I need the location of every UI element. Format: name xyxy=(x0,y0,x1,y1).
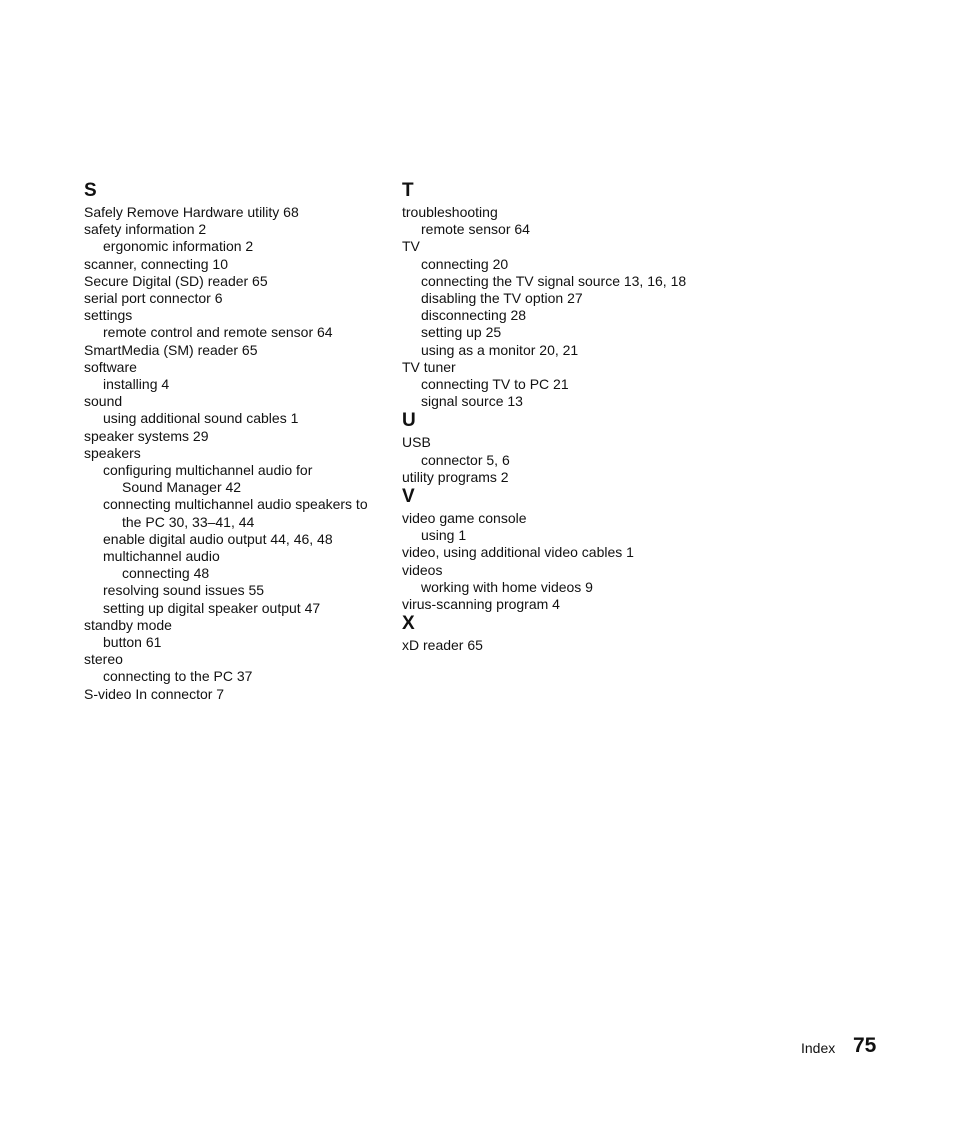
index-subentry: connecting 48 xyxy=(122,565,210,582)
footer-section-label: Index xyxy=(801,1040,836,1056)
index-entry: safety information 2 xyxy=(84,221,207,238)
index-entry: videos xyxy=(402,561,443,578)
index-subentry: connecting the TV signal source 13, 16, 18 xyxy=(421,272,687,289)
index-column-left xyxy=(84,180,384,703)
index-entry: standby mode xyxy=(84,616,172,633)
index-section-v xyxy=(402,486,722,613)
index-subentry: ergonomic information 2 xyxy=(103,238,254,255)
index-entry: virus-scanning program 4 xyxy=(402,596,560,613)
index-section-s xyxy=(84,180,384,703)
index-entry: Secure Digital (SD) reader 65 xyxy=(84,272,268,289)
index-subentry: button 61 xyxy=(103,634,162,651)
index-entry: TV xyxy=(402,238,420,255)
page-footer xyxy=(0,1033,954,1061)
index-subentry: the PC 30, 33–41, 44 xyxy=(122,513,255,530)
index-subentry: connector 5, 6 xyxy=(421,451,510,468)
section-letter-heading: S xyxy=(84,180,97,201)
index-subentry: installing 4 xyxy=(103,376,170,393)
index-subentry: working with home videos 9 xyxy=(421,578,593,595)
page-number: 75 xyxy=(853,1034,877,1057)
index-subentry: disabling the TV option 27 xyxy=(421,290,583,307)
index-subentry: using additional sound cables 1 xyxy=(103,410,299,427)
index-section-t xyxy=(402,180,722,410)
index-entry: S-video In connector 7 xyxy=(84,685,225,702)
index-subentry: multichannel audio xyxy=(103,548,220,565)
index-entry: scanner, connecting 10 xyxy=(84,255,228,272)
index-entry: troubleshooting xyxy=(402,204,498,220)
index-section-x xyxy=(402,613,722,654)
index-subentry: using 1 xyxy=(421,527,467,544)
index-entry: utility programs 2 xyxy=(402,468,509,485)
index-subentry: setting up 25 xyxy=(421,324,502,341)
index-subentry: remote sensor 64 xyxy=(421,221,530,238)
section-letter-heading: U xyxy=(402,410,416,432)
index-entry: video game console xyxy=(402,510,527,527)
index-entry: video, using additional video cables 1 xyxy=(402,544,634,561)
index-column-right xyxy=(402,180,722,654)
index-entry: speaker systems 29 xyxy=(84,427,209,444)
index-subentry: setting up digital speaker output 47 xyxy=(103,599,321,616)
index-subentry: connecting to the PC 37 xyxy=(103,668,253,685)
index-entry: xD reader 65 xyxy=(402,637,483,654)
index-entry: speakers xyxy=(84,444,141,461)
index-subentry: using as a monitor 20, 21 xyxy=(421,341,579,358)
section-letter-heading: T xyxy=(402,180,414,201)
index-entry: USB xyxy=(402,434,431,451)
index-subentry: resolving sound issues 55 xyxy=(103,582,265,599)
index-subentry: configuring multichannel audio for xyxy=(103,462,313,479)
section-letter-heading: X xyxy=(402,613,415,635)
index-subentry: signal source 13 xyxy=(421,393,523,410)
index-entry: stereo xyxy=(84,651,123,668)
index-subentry: disconnecting 28 xyxy=(421,307,527,324)
section-letter-heading: V xyxy=(402,486,415,508)
index-entry: SmartMedia (SM) reader 65 xyxy=(84,341,258,358)
index-entry: sound xyxy=(84,393,123,410)
index-entry: software xyxy=(84,358,137,375)
index-entry: settings xyxy=(84,307,133,324)
index-subentry: enable digital audio output 44, 46, 48 xyxy=(103,530,333,547)
index-entry: Safely Remove Hardware utility 68 xyxy=(84,204,299,220)
index-subentry: connecting multichannel audio speakers to xyxy=(103,496,368,513)
index-entry: serial port connector 6 xyxy=(84,290,223,307)
index-subentry: connecting TV to PC 21 xyxy=(421,376,569,393)
index-subentry: Sound Manager 42 xyxy=(122,479,242,496)
index-subentry: connecting 20 xyxy=(421,255,509,272)
index-entry: TV tuner xyxy=(402,358,456,375)
index-section-u xyxy=(402,410,722,486)
index-subentry: remote control and remote sensor 64 xyxy=(103,324,333,341)
